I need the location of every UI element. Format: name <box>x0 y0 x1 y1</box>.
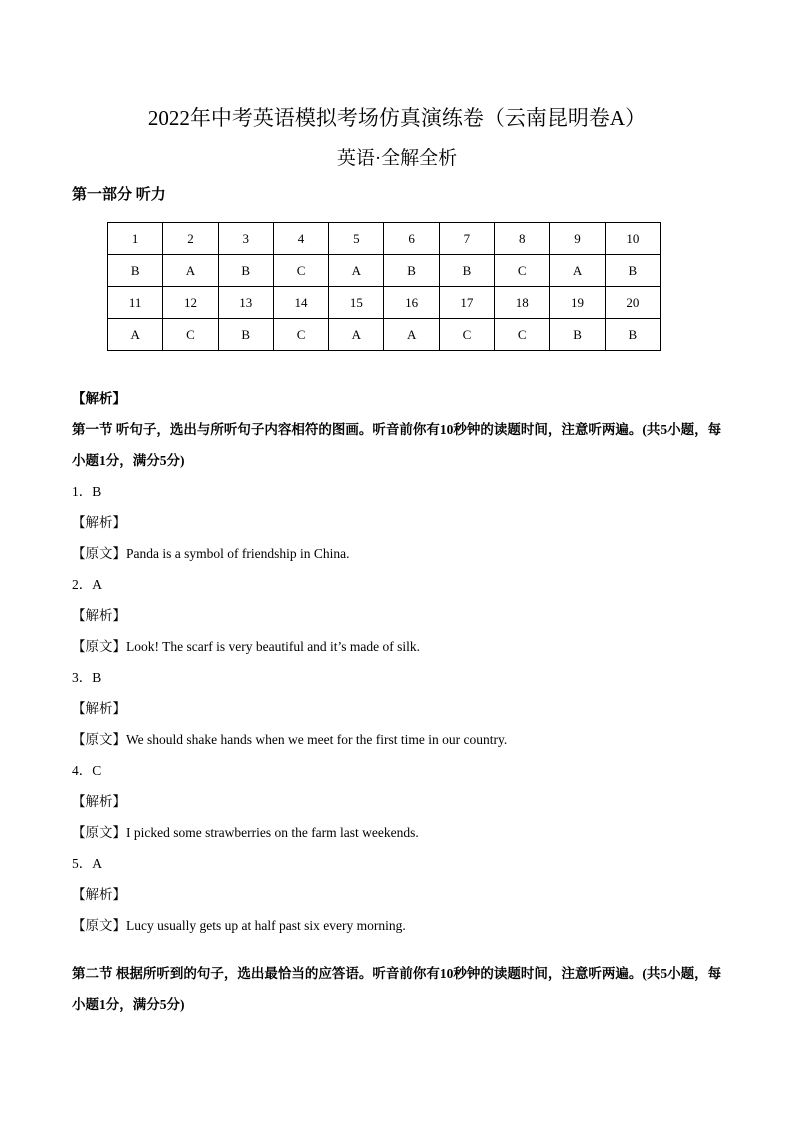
table-cell: 14 <box>273 287 328 319</box>
table-cell: 7 <box>439 223 494 255</box>
section1-title: 第一节 听句子，选出与所听句子内容相符的图画。听音前你有10秒钟的读题时间，注意听两遍。(共5小题，每小题1分，满分5分) <box>72 422 722 468</box>
table-cell: B <box>384 255 439 287</box>
answer-item-5: 5．A <box>72 856 102 871</box>
table-cell: B <box>550 319 605 351</box>
original-text: 【原文】We should shake hands when we meet for the first time in our country. <box>72 732 508 747</box>
table-cell: B <box>439 255 494 287</box>
answer-item-1: 1．B <box>72 484 102 499</box>
original-text: 【原文】Look! The scarf is very beautiful and it’s made of silk. <box>72 639 421 654</box>
table-cell: 6 <box>384 223 439 255</box>
table-cell: C <box>495 319 550 351</box>
table-cell: 9 <box>550 223 605 255</box>
table-cell: A <box>108 319 163 351</box>
table-cell: B <box>108 255 163 287</box>
analysis-label: 【解析】 <box>72 515 126 530</box>
table-cell: A <box>550 255 605 287</box>
table-cell: 18 <box>495 287 550 319</box>
table-row <box>108 223 661 255</box>
table-cell: 3 <box>218 223 273 255</box>
table-cell: C <box>163 319 218 351</box>
answer-item-4: 4．C <box>72 763 102 778</box>
analysis-label: 【解析】 <box>72 608 126 623</box>
table-cell: C <box>439 319 494 351</box>
document-title: 2022年中考英语模拟考场仿真演练卷（云南昆明卷A） <box>147 106 647 130</box>
section2-title: 第二节 根据所听到的句子，选出最恰当的应答语。听音前你有10秒钟的读题时间，注意听两遍。(共5小题，每小题1分，满分5分) <box>72 966 722 1012</box>
table-cell: 4 <box>273 223 328 255</box>
table-cell: A <box>384 319 439 351</box>
table-cell: B <box>218 319 273 351</box>
original-text: 【原文】Lucy usually gets up at half past six every morning. <box>72 918 406 933</box>
analysis-label: 【解析】 <box>72 701 126 716</box>
table-cell: B <box>605 255 660 287</box>
table-cell: 17 <box>439 287 494 319</box>
table-cell: 19 <box>550 287 605 319</box>
table-cell: 15 <box>329 287 384 319</box>
table-cell: C <box>273 255 328 287</box>
analysis-section <box>72 383 732 1020</box>
table-cell: A <box>329 255 384 287</box>
table-row <box>108 287 661 319</box>
table-row <box>108 255 661 287</box>
analysis-label: 【解析】 <box>72 887 126 902</box>
original-text: 【原文】Panda is a symbol of friendship in China. <box>72 546 350 561</box>
document-subtitle: 英语·全解全析 <box>336 148 458 169</box>
answer-item-2: 2．A <box>72 577 102 592</box>
table-cell: 11 <box>108 287 163 319</box>
table-cell: 13 <box>218 287 273 319</box>
original-text: 【原文】I picked some strawberries on the farm last weekends. <box>72 825 419 840</box>
analysis-header: 【解析】 <box>72 391 126 406</box>
table-cell: 2 <box>163 223 218 255</box>
analysis-label: 【解析】 <box>72 794 126 809</box>
table-cell: C <box>273 319 328 351</box>
section-spacer <box>72 941 732 958</box>
table-cell: A <box>329 319 384 351</box>
table-cell: 12 <box>163 287 218 319</box>
table-cell: C <box>495 255 550 287</box>
table-cell: B <box>218 255 273 287</box>
table-cell: A <box>163 255 218 287</box>
table-cell: 20 <box>605 287 660 319</box>
part-title: 第一部分 听力 <box>72 187 166 203</box>
table-cell: 8 <box>495 223 550 255</box>
table-cell: 10 <box>605 223 660 255</box>
table-cell: 5 <box>329 223 384 255</box>
table-cell: 16 <box>384 287 439 319</box>
answer-item-3: 3．B <box>72 670 102 685</box>
answer-table <box>107 222 661 351</box>
table-row <box>108 319 661 351</box>
table-cell: B <box>605 319 660 351</box>
table-cell: 1 <box>108 223 163 255</box>
